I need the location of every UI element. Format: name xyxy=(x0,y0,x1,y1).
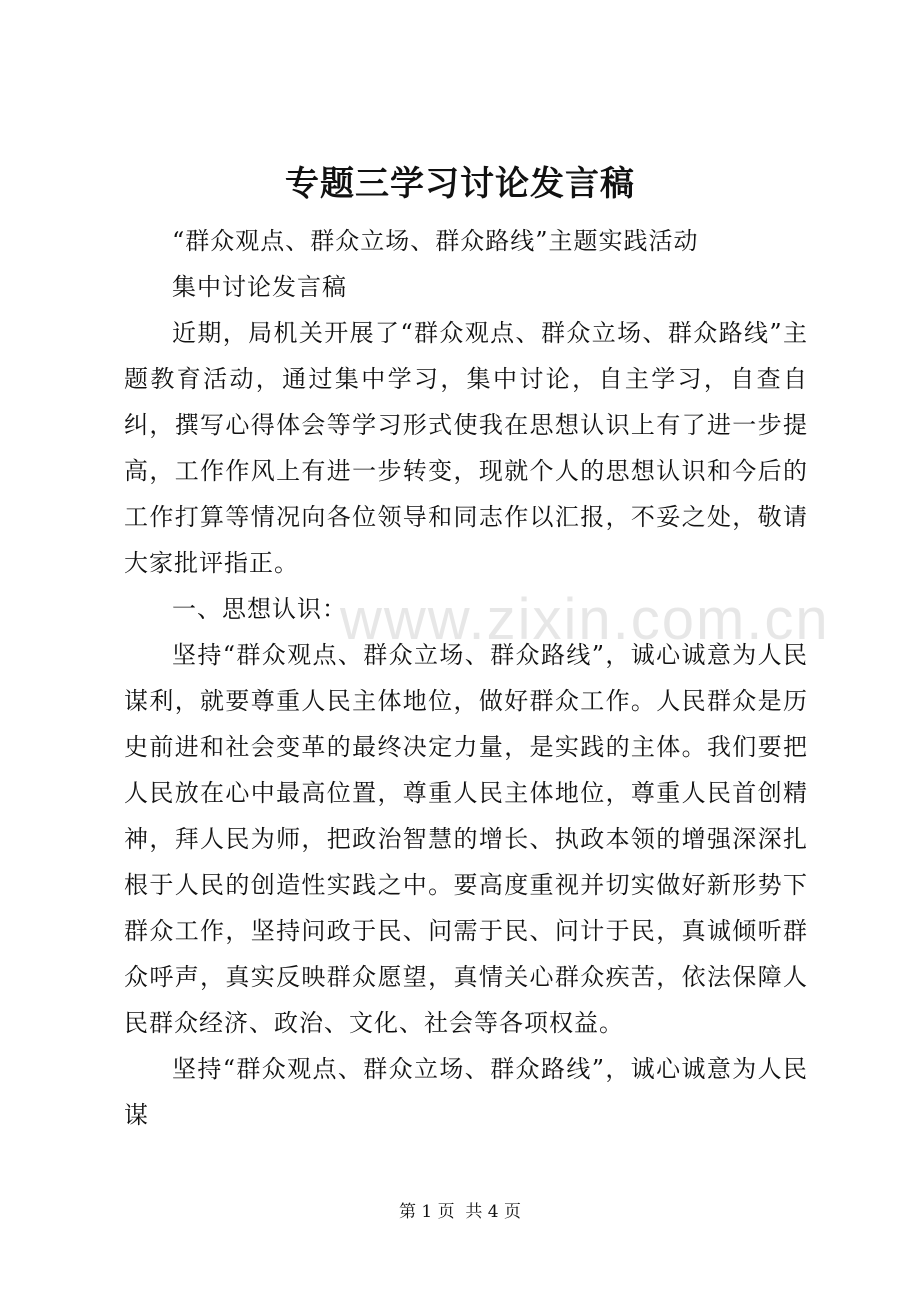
page-number: 第 1 页 共 4 页 xyxy=(398,1202,522,1222)
watermark: www.zixin.com.cn xyxy=(340,587,830,652)
paragraph-intro: 近期，局机关开展了“群众观点、群众立场、群众路线”主题教育活动，通过集中学习，集中讨论，自主学习，自查自纠，撰写心得体会等学习形式使我在思想认识上有了进一步提高，工作作风上有进一步转变，现就个人的思想认识和今后的工作打算等情况向各位领导和同志作以汇报，不妥之处，敬请大家批评指正。 xyxy=(124,319,808,577)
paragraph-body: 坚持“群众观点、群众立场、群众路线”，诚心诚意为人民谋利，就要尊重人民主体地位，做好群众工作。人民群众是历史前进和社会变革的最终决定力量，是实践的主体。我们要把人民放在心中最高位置，尊重人民主体地位，尊重人民首创精神，拜人民为师，把政治智慧的增长、执政本领的增强深深扎根于人民的创造性实践之中。要高度重视并切实做好新形势下群众工作，坚持问政于民、问需于民、问计于民，真诚倾听群众呼声，真实反映群众愿望，真情关心群众疾苦，依法保障人民群众经济、政治、文化、社会等各项权益。 xyxy=(124,641,808,1037)
paragraph-body-continued: 坚持“群众观点、群众立场、群众路线”，诚心诚意为人民谋 xyxy=(124,1055,808,1129)
document-body xyxy=(124,218,808,1138)
paragraph-subtitle: “群众观点、群众立场、群众路线”主题实践活动 xyxy=(172,227,699,255)
page-footer xyxy=(0,1200,920,1224)
paragraph-subtitle-2: 集中讨论发言稿 xyxy=(172,273,347,301)
document-title: 专题三学习讨论发言稿 xyxy=(285,164,635,204)
section-heading: 一、思想认识： xyxy=(172,595,347,623)
